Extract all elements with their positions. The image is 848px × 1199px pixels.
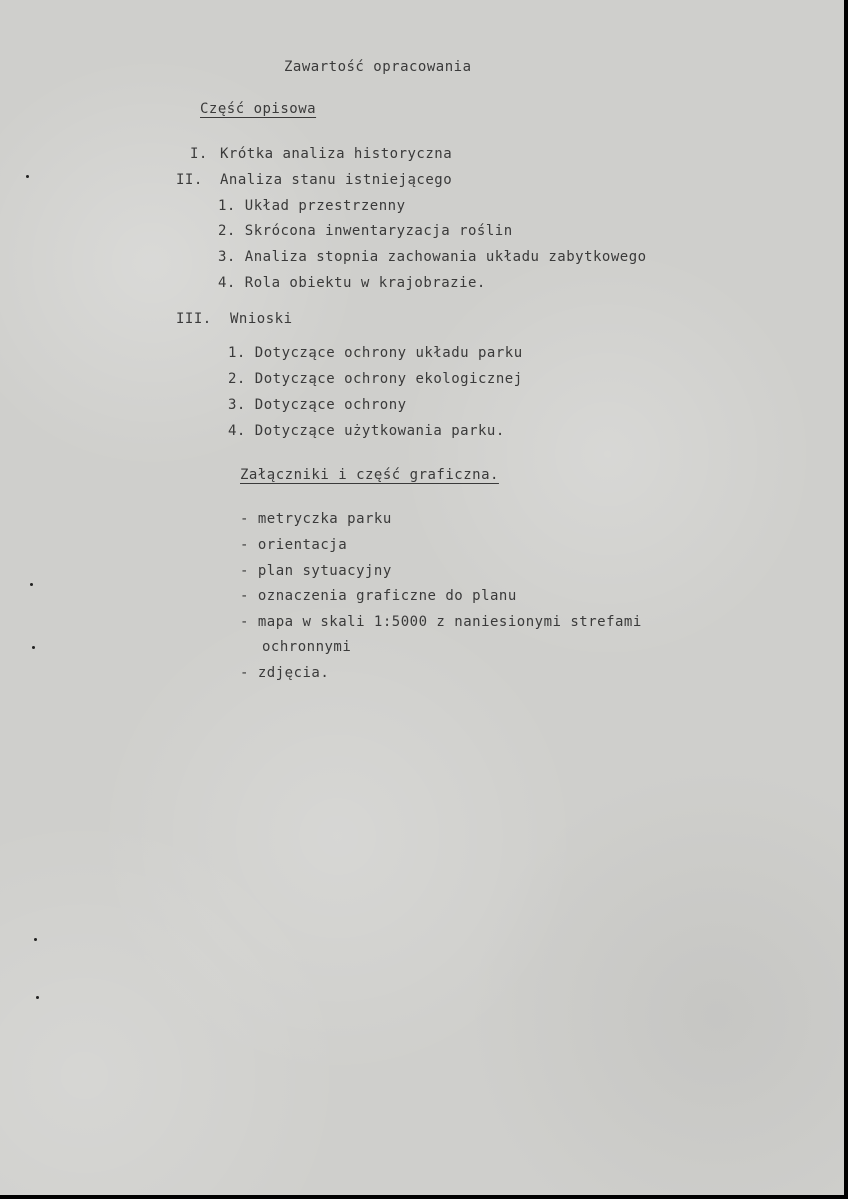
graphic-item-2: - orientacja: [240, 537, 348, 553]
speck-mark: [26, 175, 29, 178]
speck-mark: [36, 996, 39, 999]
graphic-item-5: - mapa w skali 1:5000 z naniesionymi strefami: [240, 614, 642, 630]
speck-mark: [32, 646, 35, 649]
item-iii-number: III.: [176, 311, 212, 327]
graphic-item-6: - zdjęcia.: [240, 665, 330, 681]
item-i-number: I.: [190, 146, 208, 162]
subitem-ii-3: 3. Analiza stopnia zachowania układu zabytkowego: [218, 249, 647, 265]
subitem-iii-4: 4. Dotyczące użytkowania parku.: [228, 423, 505, 439]
subitem-ii-1: 1. Układ przestrzenny: [218, 198, 406, 214]
subitem-iii-2: 2. Dotyczące ochrony ekologicznej: [228, 371, 523, 387]
subitem-ii-4: 4. Rola obiektu w krajobrazie.: [218, 275, 486, 291]
graphic-item-1: - metryczka parku: [240, 511, 392, 527]
subitem-ii-2: 2. Skrócona inwentaryzacja roślin: [218, 223, 513, 239]
item-ii-text: Analiza stanu istniejącego: [220, 172, 453, 188]
section-heading-graphic: Załączniki i część graficzna.: [240, 467, 499, 483]
graphic-item-4: - oznaczenia graficzne do planu: [240, 588, 517, 604]
item-iii-text: Wnioski: [230, 311, 293, 327]
item-ii-number: II.: [176, 172, 203, 188]
subitem-iii-3: 3. Dotyczące ochrony: [228, 397, 407, 413]
speck-mark: [30, 583, 33, 586]
section-heading-descriptive: Część opisowa: [200, 101, 317, 117]
speck-mark: [34, 938, 37, 941]
item-i-text: Krótka analiza historyczna: [220, 146, 453, 162]
graphic-item-5-continuation: ochronnymi: [262, 639, 352, 655]
document-title: Zawartość opracowania: [284, 59, 472, 75]
subitem-iii-1: 1. Dotyczące ochrony układu parku: [228, 345, 523, 361]
graphic-item-3: - plan sytuacyjny: [240, 563, 392, 579]
